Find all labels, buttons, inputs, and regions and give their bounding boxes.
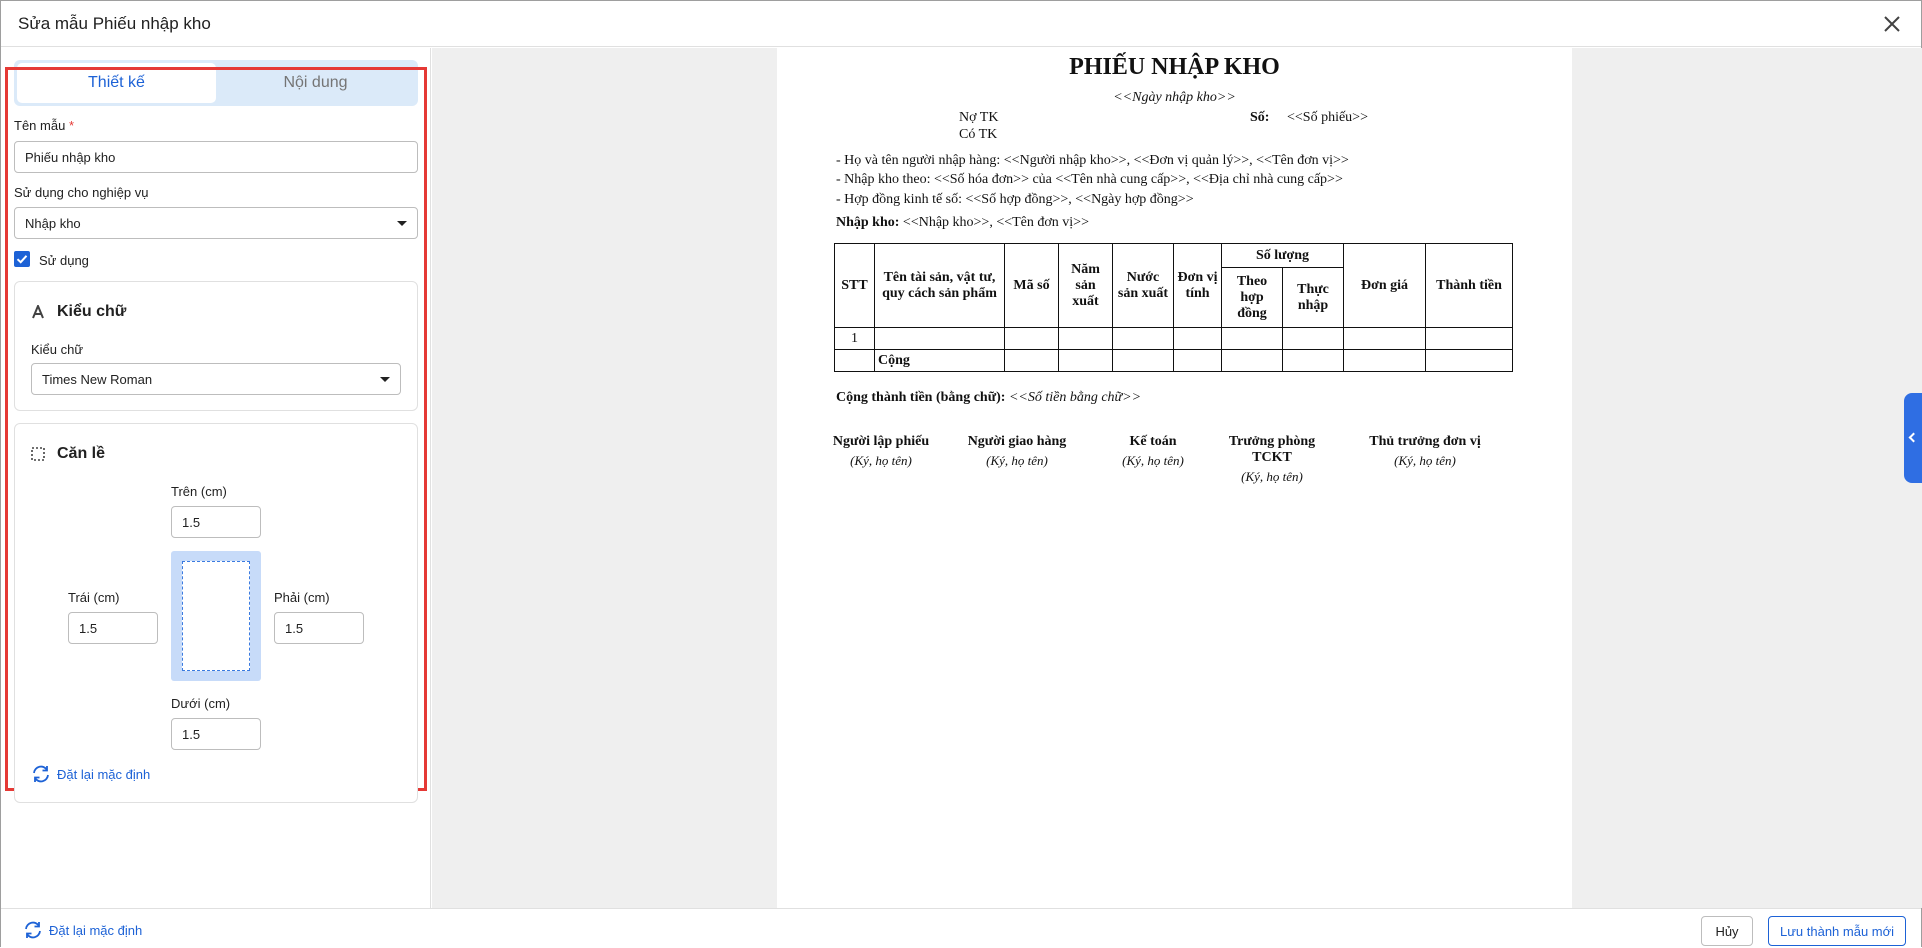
signature-block: [811, 434, 951, 469]
signature-note: (Ký, họ tên): [1241, 469, 1303, 484]
close-icon[interactable]: [1881, 13, 1903, 35]
font-card-header: [31, 303, 126, 321]
signature-note: (Ký, họ tên): [1122, 453, 1184, 468]
col-qty: Số lượng: [1222, 244, 1344, 268]
font-select[interactable]: [31, 363, 401, 395]
margin-top-input[interactable]: 1.5: [171, 506, 261, 538]
table-total-row: [835, 350, 1513, 372]
refresh-icon: [23, 921, 43, 939]
margin-left-label: Trái (cm): [68, 590, 120, 605]
col-stt: STT: [835, 244, 875, 328]
required-mark: *: [68, 118, 74, 133]
col-code: Mã số: [1005, 244, 1059, 328]
doc-warehouse: [836, 215, 1089, 231]
doc-date: <<Ngày nhập kho>>: [1113, 90, 1236, 105]
margin-icon: [31, 447, 45, 461]
template-name-label: [14, 118, 74, 133]
margin-preview-page: [182, 561, 250, 671]
signature-block: [1355, 434, 1495, 469]
doc-title: PHIẾU NHẬP KHO: [1069, 54, 1280, 80]
doc-co-tk: Có TK: [959, 127, 998, 142]
document-preview-area: [432, 48, 1922, 908]
dialog-title: Sửa mẫu Phiếu nhập kho: [18, 13, 211, 33]
tab-content[interactable]: Nội dung: [283, 74, 348, 91]
col-year: Năm sản xuất: [1059, 244, 1113, 328]
col-qty-contract: Theo hợp đồng: [1222, 268, 1283, 328]
doc-warehouse-label: Nhập kho:: [836, 215, 900, 230]
doc-total-words: [836, 390, 1141, 406]
dialog-titlebar: [1, 1, 1921, 47]
caret-down-icon: [397, 221, 407, 226]
doc-line-2: - Nhập kho theo: <<Số hóa đơn>> của <<Tên nhà cung cấp>>, <<Địa chỉ nhà cung cấp>>: [836, 172, 1343, 187]
doc-warehouse-value: <<Nhập kho>>, <<Tên đơn vị>>: [899, 215, 1089, 230]
row1-stt: 1: [835, 328, 875, 350]
signature-role: Thủ trưởng đơn vị: [1369, 434, 1481, 449]
margin-top-label: Trên (cm): [171, 484, 227, 499]
signature-role: Người lập phiếu: [832, 434, 930, 449]
doc-total-words-value: <<Số tiền bằng chữ>>: [1005, 390, 1142, 405]
save-as-new-button[interactable]: Lưu thành mẫu mới: [1768, 916, 1906, 946]
signature-note: (Ký, họ tên): [986, 453, 1048, 468]
template-name-input[interactable]: Phiếu nhập kho: [14, 141, 418, 173]
margin-right-input[interactable]: 1.5: [274, 612, 364, 644]
usage-select[interactable]: [14, 207, 418, 239]
signature-role: Kế toán: [1129, 434, 1177, 449]
margin-card-header: [31, 445, 105, 463]
doc-no-tk: Nợ TK: [959, 110, 999, 125]
doc-line-3: - Hợp đồng kinh tế số: <<Số hợp đồng>>, <<Ngày hợp đồng>>: [836, 192, 1194, 207]
total-label: Cộng: [875, 350, 1005, 372]
margin-bottom-label: Dưới (cm): [171, 696, 231, 711]
signature-role: Người giao hàng: [967, 434, 1067, 449]
signature-block: [947, 434, 1087, 469]
signature-note: (Ký, họ tên): [1394, 453, 1456, 468]
cancel-button[interactable]: Hủy: [1701, 916, 1753, 946]
signature-role: Trưởng phòng TCKT: [1228, 434, 1316, 465]
margin-right-label: Phải (cm): [274, 590, 330, 605]
document-page: [777, 48, 1572, 908]
margin-preview: [171, 551, 261, 681]
col-name: Tên tài sản, vật tư, quy cách sản phẩm: [875, 244, 1005, 328]
doc-table: [834, 243, 1513, 372]
margin-reset-label: Đặt lại mặc định: [57, 766, 151, 782]
col-qty-actual: Thực nhập: [1283, 268, 1344, 328]
margin-card-title: Căn lề: [57, 445, 106, 462]
usage-label: Sử dụng cho nghiệp vụ: [14, 185, 149, 200]
footer-reset-link[interactable]: [23, 921, 142, 939]
font-label: Kiểu chữ: [31, 342, 84, 357]
signature-block: [1222, 434, 1322, 485]
font-card-title: Kiểu chữ: [57, 303, 127, 320]
font-icon: [31, 305, 45, 319]
use-checkbox-label: Sử dụng: [39, 253, 89, 268]
template-name-label-text: Tên mẫu: [14, 118, 66, 133]
col-unit: Đơn vị tính: [1174, 244, 1222, 328]
margin-bottom-input[interactable]: 1.5: [171, 718, 261, 750]
footer-reset-label: Đặt lại mặc định: [49, 922, 143, 938]
expand-panel-tab[interactable]: [1904, 393, 1922, 483]
margin-left-input[interactable]: 1.5: [68, 612, 158, 644]
font-select-value: Times New Roman: [42, 371, 153, 387]
doc-so-value: <<Số phiếu>>: [1287, 110, 1368, 125]
caret-down-icon: [380, 377, 390, 382]
refresh-icon: [31, 765, 51, 783]
signature-note: (Ký, họ tên): [850, 453, 912, 468]
signature-block: [1083, 434, 1223, 469]
doc-so-label: Số:: [1250, 110, 1270, 125]
margin-reset-link[interactable]: [31, 765, 150, 783]
col-amount: Thành tiền: [1426, 244, 1513, 328]
col-price: Đơn giá: [1344, 244, 1426, 328]
use-checkbox[interactable]: [14, 251, 30, 267]
tab-design[interactable]: Thiết kế: [17, 63, 216, 103]
col-country: Nước sản xuất: [1113, 244, 1174, 328]
dialog-footer: [1, 908, 1921, 948]
doc-total-words-label: Cộng thành tiền (bằng chữ):: [836, 390, 1006, 405]
doc-line-1: - Họ và tên người nhập hàng: <<Người nhập kho>>, <<Đơn vị quản lý>>, <<Tên đơn vị>>: [836, 153, 1349, 168]
table-row: [835, 328, 1513, 350]
usage-select-value: Nhập kho: [25, 215, 81, 231]
